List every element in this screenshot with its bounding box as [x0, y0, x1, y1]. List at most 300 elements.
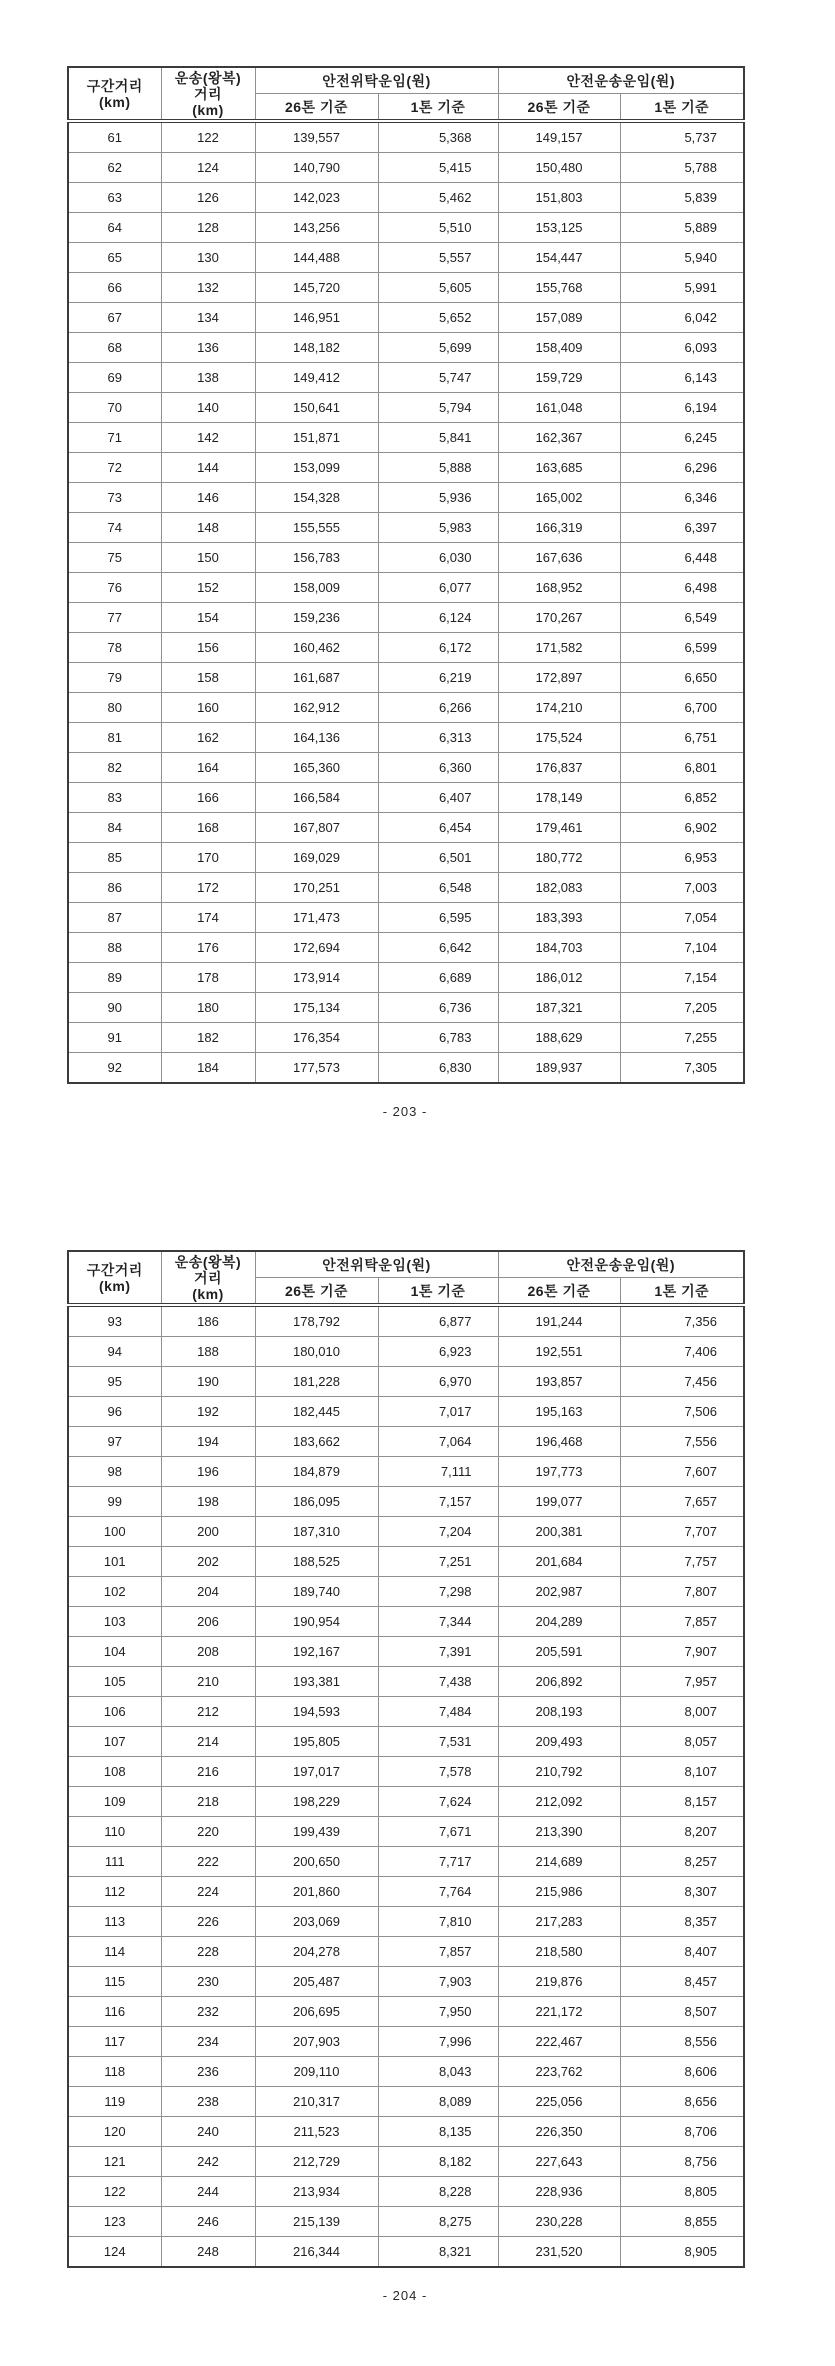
fare-row	[68, 1305, 744, 1337]
header-consign-1ton: 1톤 기준	[378, 94, 498, 122]
fare-row	[68, 1023, 744, 1053]
cell-transport-fare-26t: 210,792	[498, 1757, 620, 1787]
cell-section-distance: 72	[68, 453, 161, 483]
cell-consign-fare-26t: 212,729	[255, 2147, 378, 2177]
fare-row	[68, 243, 744, 273]
cell-consign-fare-26t: 148,182	[255, 333, 378, 363]
cell-roundtrip-distance: 164	[161, 753, 255, 783]
cell-consign-fare-1t: 6,830	[378, 1053, 498, 1084]
cell-consign-fare-1t: 7,810	[378, 1907, 498, 1937]
fare-row	[68, 1757, 744, 1787]
fare-row	[68, 121, 744, 153]
cell-section-distance: 69	[68, 363, 161, 393]
cell-consign-fare-26t: 149,412	[255, 363, 378, 393]
cell-consign-fare-1t: 6,595	[378, 903, 498, 933]
cell-consign-fare-1t: 6,642	[378, 933, 498, 963]
cell-roundtrip-distance: 200	[161, 1517, 255, 1547]
cell-consign-fare-26t: 145,720	[255, 273, 378, 303]
cell-roundtrip-distance: 224	[161, 1877, 255, 1907]
fare-row	[68, 1727, 744, 1757]
cell-consign-fare-26t: 195,805	[255, 1727, 378, 1757]
fare-row	[68, 183, 744, 213]
cell-consign-fare-1t: 8,182	[378, 2147, 498, 2177]
fare-row	[68, 1607, 744, 1637]
cell-transport-fare-1t: 5,737	[620, 121, 744, 153]
cell-transport-fare-26t: 151,803	[498, 183, 620, 213]
cell-roundtrip-distance: 132	[161, 273, 255, 303]
cell-transport-fare-26t: 158,409	[498, 333, 620, 363]
cell-section-distance: 110	[68, 1817, 161, 1847]
cell-transport-fare-1t: 6,093	[620, 333, 744, 363]
cell-transport-fare-26t: 191,244	[498, 1305, 620, 1337]
cell-transport-fare-26t: 157,089	[498, 303, 620, 333]
cell-consign-fare-1t: 5,794	[378, 393, 498, 423]
cell-consign-fare-1t: 6,360	[378, 753, 498, 783]
cell-transport-fare-1t: 8,357	[620, 1907, 744, 1937]
fare-row	[68, 993, 744, 1023]
cell-transport-fare-26t: 208,193	[498, 1697, 620, 1727]
cell-transport-fare-26t: 162,367	[498, 423, 620, 453]
fare-row	[68, 513, 744, 543]
cell-transport-fare-26t: 217,283	[498, 1907, 620, 1937]
cell-transport-fare-26t: 230,228	[498, 2207, 620, 2237]
cell-consign-fare-1t: 7,204	[378, 1517, 498, 1547]
cell-transport-fare-1t: 8,656	[620, 2087, 744, 2117]
cell-section-distance: 61	[68, 121, 161, 153]
cell-consign-fare-26t: 165,360	[255, 753, 378, 783]
cell-consign-fare-26t: 172,694	[255, 933, 378, 963]
cell-transport-fare-1t: 6,650	[620, 663, 744, 693]
cell-transport-fare-1t: 8,407	[620, 1937, 744, 1967]
header-roundtrip-distance	[161, 1251, 255, 1305]
cell-transport-fare-1t: 7,456	[620, 1367, 744, 1397]
cell-consign-fare-1t: 8,135	[378, 2117, 498, 2147]
cell-transport-fare-1t: 8,107	[620, 1757, 744, 1787]
cell-transport-fare-1t: 6,042	[620, 303, 744, 333]
header-roundtrip-line2: 거리	[193, 1269, 223, 1286]
cell-transport-fare-1t: 8,157	[620, 1787, 744, 1817]
cell-consign-fare-26t: 186,095	[255, 1487, 378, 1517]
header-consign-fare-group: 안전위탁운임(원)	[255, 1251, 498, 1278]
cell-section-distance: 122	[68, 2177, 161, 2207]
header-roundtrip-line1: 운송(왕복)	[174, 69, 242, 86]
cell-transport-fare-1t: 7,356	[620, 1305, 744, 1337]
cell-consign-fare-26t: 211,523	[255, 2117, 378, 2147]
cell-roundtrip-distance: 150	[161, 543, 255, 573]
cell-consign-fare-1t: 6,172	[378, 633, 498, 663]
cell-transport-fare-26t: 221,172	[498, 1997, 620, 2027]
cell-consign-fare-26t: 169,029	[255, 843, 378, 873]
cell-consign-fare-1t: 7,857	[378, 1937, 498, 1967]
cell-consign-fare-1t: 7,438	[378, 1667, 498, 1697]
cell-section-distance: 106	[68, 1697, 161, 1727]
header-transport-fare-group: 안전운송운임(원)	[498, 67, 744, 94]
cell-transport-fare-26t: 149,157	[498, 121, 620, 153]
fare-row	[68, 1427, 744, 1457]
cell-transport-fare-26t: 200,381	[498, 1517, 620, 1547]
fare-row	[68, 333, 744, 363]
cell-consign-fare-26t: 155,555	[255, 513, 378, 543]
cell-roundtrip-distance: 184	[161, 1053, 255, 1084]
cell-roundtrip-distance: 198	[161, 1487, 255, 1517]
fare-row	[68, 483, 744, 513]
cell-transport-fare-1t: 7,857	[620, 1607, 744, 1637]
cell-consign-fare-26t: 215,139	[255, 2207, 378, 2237]
cell-consign-fare-26t: 180,010	[255, 1337, 378, 1367]
cell-consign-fare-1t: 6,266	[378, 693, 498, 723]
cell-consign-fare-26t: 161,687	[255, 663, 378, 693]
cell-consign-fare-26t: 171,473	[255, 903, 378, 933]
cell-transport-fare-1t: 6,902	[620, 813, 744, 843]
fare-row	[68, 1667, 744, 1697]
fare-row	[68, 933, 744, 963]
fare-row	[68, 2057, 744, 2087]
fare-row	[68, 1367, 744, 1397]
cell-transport-fare-26t: 205,591	[498, 1637, 620, 1667]
cell-transport-fare-26t: 166,319	[498, 513, 620, 543]
cell-consign-fare-1t: 8,043	[378, 2057, 498, 2087]
cell-section-distance: 74	[68, 513, 161, 543]
fare-row	[68, 1547, 744, 1577]
fare-row	[68, 2027, 744, 2057]
cell-consign-fare-26t: 183,662	[255, 1427, 378, 1457]
cell-transport-fare-26t: 178,149	[498, 783, 620, 813]
header-roundtrip-unit: (km)	[192, 101, 224, 118]
cell-transport-fare-1t: 7,657	[620, 1487, 744, 1517]
cell-consign-fare-26t: 150,641	[255, 393, 378, 423]
cell-roundtrip-distance: 186	[161, 1305, 255, 1337]
cell-consign-fare-26t: 190,954	[255, 1607, 378, 1637]
cell-roundtrip-distance: 128	[161, 213, 255, 243]
cell-section-distance: 103	[68, 1607, 161, 1637]
page-number-204: - 204 -	[382, 2288, 428, 2303]
cell-section-distance: 113	[68, 1907, 161, 1937]
fare-row	[68, 273, 744, 303]
cell-roundtrip-distance: 156	[161, 633, 255, 663]
fare-row	[68, 903, 744, 933]
cell-transport-fare-26t: 196,468	[498, 1427, 620, 1457]
fare-row	[68, 393, 744, 423]
fare-row	[68, 1337, 744, 1367]
cell-section-distance: 88	[68, 933, 161, 963]
cell-roundtrip-distance: 170	[161, 843, 255, 873]
cell-roundtrip-distance: 220	[161, 1817, 255, 1847]
fare-row	[68, 453, 744, 483]
cell-section-distance: 86	[68, 873, 161, 903]
cell-section-distance: 79	[68, 663, 161, 693]
cell-roundtrip-distance: 214	[161, 1727, 255, 1757]
cell-consign-fare-26t: 170,251	[255, 873, 378, 903]
cell-section-distance: 89	[68, 963, 161, 993]
cell-transport-fare-1t: 5,839	[620, 183, 744, 213]
cell-consign-fare-1t: 8,089	[378, 2087, 498, 2117]
cell-roundtrip-distance: 182	[161, 1023, 255, 1053]
cell-consign-fare-1t: 8,275	[378, 2207, 498, 2237]
cell-transport-fare-26t: 176,837	[498, 753, 620, 783]
cell-transport-fare-26t: 215,986	[498, 1877, 620, 1907]
cell-transport-fare-1t: 6,751	[620, 723, 744, 753]
cell-consign-fare-26t: 199,439	[255, 1817, 378, 1847]
fare-row	[68, 1457, 744, 1487]
cell-transport-fare-26t: 161,048	[498, 393, 620, 423]
cell-section-distance: 104	[68, 1637, 161, 1667]
fare-row	[68, 2207, 744, 2237]
cell-transport-fare-26t: 186,012	[498, 963, 620, 993]
cell-consign-fare-26t: 206,695	[255, 1997, 378, 2027]
cell-transport-fare-1t: 8,756	[620, 2147, 744, 2177]
cell-roundtrip-distance: 188	[161, 1337, 255, 1367]
cell-transport-fare-26t: 180,772	[498, 843, 620, 873]
cell-section-distance: 67	[68, 303, 161, 333]
cell-section-distance: 105	[68, 1667, 161, 1697]
cell-transport-fare-26t: 172,897	[498, 663, 620, 693]
table-body	[68, 1305, 744, 2267]
cell-consign-fare-1t: 8,228	[378, 2177, 498, 2207]
cell-section-distance: 80	[68, 693, 161, 723]
cell-transport-fare-26t: 187,321	[498, 993, 620, 1023]
page-section-203	[67, 66, 743, 1084]
fare-row	[68, 663, 744, 693]
cell-transport-fare-26t: 150,480	[498, 153, 620, 183]
header-transport-1ton: 1톤 기준	[620, 1278, 744, 1306]
cell-transport-fare-1t: 5,940	[620, 243, 744, 273]
cell-section-distance: 64	[68, 213, 161, 243]
cell-transport-fare-1t: 7,607	[620, 1457, 744, 1487]
fare-row	[68, 573, 744, 603]
fare-row	[68, 963, 744, 993]
cell-transport-fare-1t: 8,556	[620, 2027, 744, 2057]
cell-section-distance: 101	[68, 1547, 161, 1577]
fare-row	[68, 1967, 744, 1997]
cell-roundtrip-distance: 148	[161, 513, 255, 543]
cell-section-distance: 119	[68, 2087, 161, 2117]
cell-transport-fare-26t: 163,685	[498, 453, 620, 483]
cell-section-distance: 62	[68, 153, 161, 183]
header-transport-1ton: 1톤 기준	[620, 94, 744, 122]
cell-transport-fare-26t: 204,289	[498, 1607, 620, 1637]
cell-roundtrip-distance: 238	[161, 2087, 255, 2117]
cell-transport-fare-26t: 171,582	[498, 633, 620, 663]
fare-row	[68, 1637, 744, 1667]
cell-consign-fare-26t: 166,584	[255, 783, 378, 813]
cell-section-distance: 111	[68, 1847, 161, 1877]
cell-consign-fare-1t: 6,313	[378, 723, 498, 753]
cell-transport-fare-1t: 7,957	[620, 1667, 744, 1697]
cell-transport-fare-1t: 6,953	[620, 843, 744, 873]
fare-row	[68, 873, 744, 903]
cell-transport-fare-26t: 226,350	[498, 2117, 620, 2147]
cell-roundtrip-distance: 196	[161, 1457, 255, 1487]
cell-transport-fare-1t: 8,007	[620, 1697, 744, 1727]
fare-row	[68, 813, 744, 843]
cell-section-distance: 81	[68, 723, 161, 753]
cell-roundtrip-distance: 234	[161, 2027, 255, 2057]
cell-consign-fare-1t: 7,578	[378, 1757, 498, 1787]
cell-consign-fare-26t: 173,914	[255, 963, 378, 993]
cell-consign-fare-1t: 7,996	[378, 2027, 498, 2057]
fare-row	[68, 2237, 744, 2268]
cell-roundtrip-distance: 222	[161, 1847, 255, 1877]
cell-roundtrip-distance: 206	[161, 1607, 255, 1637]
cell-section-distance: 98	[68, 1457, 161, 1487]
cell-section-distance: 90	[68, 993, 161, 1023]
cell-roundtrip-distance: 204	[161, 1577, 255, 1607]
fare-row	[68, 633, 744, 663]
cell-consign-fare-1t: 6,219	[378, 663, 498, 693]
cell-roundtrip-distance: 244	[161, 2177, 255, 2207]
cell-transport-fare-1t: 8,057	[620, 1727, 744, 1757]
cell-consign-fare-26t: 200,650	[255, 1847, 378, 1877]
cell-consign-fare-1t: 7,764	[378, 1877, 498, 1907]
cell-transport-fare-1t: 7,154	[620, 963, 744, 993]
cell-consign-fare-1t: 7,531	[378, 1727, 498, 1757]
cell-transport-fare-1t: 7,406	[620, 1337, 744, 1367]
cell-section-distance: 68	[68, 333, 161, 363]
cell-section-distance: 71	[68, 423, 161, 453]
cell-transport-fare-26t: 199,077	[498, 1487, 620, 1517]
cell-consign-fare-26t: 159,236	[255, 603, 378, 633]
fare-row	[68, 1817, 744, 1847]
header-section-distance-title: 구간거리	[86, 77, 143, 94]
cell-consign-fare-1t: 6,923	[378, 1337, 498, 1367]
cell-roundtrip-distance: 236	[161, 2057, 255, 2087]
cell-transport-fare-1t: 7,907	[620, 1637, 744, 1667]
page-section-204	[67, 1250, 743, 2268]
cell-transport-fare-26t: 189,937	[498, 1053, 620, 1084]
cell-roundtrip-distance: 230	[161, 1967, 255, 1997]
cell-roundtrip-distance: 122	[161, 121, 255, 153]
cell-transport-fare-1t: 6,801	[620, 753, 744, 783]
cell-transport-fare-1t: 6,346	[620, 483, 744, 513]
cell-consign-fare-1t: 6,030	[378, 543, 498, 573]
fare-row	[68, 723, 744, 753]
cell-transport-fare-1t: 6,549	[620, 603, 744, 633]
cell-roundtrip-distance: 130	[161, 243, 255, 273]
cell-transport-fare-1t: 8,905	[620, 2237, 744, 2268]
cell-transport-fare-1t: 7,003	[620, 873, 744, 903]
fare-row	[68, 603, 744, 633]
fare-row	[68, 2087, 744, 2117]
cell-consign-fare-26t: 142,023	[255, 183, 378, 213]
cell-section-distance: 70	[68, 393, 161, 423]
cell-transport-fare-26t: 201,684	[498, 1547, 620, 1577]
cell-transport-fare-1t: 6,143	[620, 363, 744, 393]
safe-freight-fare-table-1	[67, 66, 745, 1084]
cell-consign-fare-1t: 7,903	[378, 1967, 498, 1997]
cell-consign-fare-1t: 7,111	[378, 1457, 498, 1487]
fare-row	[68, 1053, 744, 1084]
cell-section-distance: 107	[68, 1727, 161, 1757]
header-section-distance-unit: (km)	[98, 1277, 131, 1294]
cell-section-distance: 102	[68, 1577, 161, 1607]
cell-consign-fare-1t: 5,368	[378, 121, 498, 153]
cell-transport-fare-1t: 5,788	[620, 153, 744, 183]
cell-consign-fare-26t: 160,462	[255, 633, 378, 663]
cell-section-distance: 91	[68, 1023, 161, 1053]
fare-row	[68, 693, 744, 723]
cell-transport-fare-1t: 8,855	[620, 2207, 744, 2237]
table-header	[68, 67, 744, 121]
cell-section-distance: 121	[68, 2147, 161, 2177]
cell-consign-fare-26t: 162,912	[255, 693, 378, 723]
fare-row	[68, 843, 744, 873]
cell-transport-fare-1t: 8,457	[620, 1967, 744, 1997]
cell-consign-fare-1t: 7,391	[378, 1637, 498, 1667]
cell-section-distance: 109	[68, 1787, 161, 1817]
cell-consign-fare-1t: 5,888	[378, 453, 498, 483]
cell-section-distance: 73	[68, 483, 161, 513]
cell-roundtrip-distance: 166	[161, 783, 255, 813]
fare-row	[68, 753, 744, 783]
cell-transport-fare-1t: 6,599	[620, 633, 744, 663]
cell-transport-fare-1t: 7,506	[620, 1397, 744, 1427]
cell-consign-fare-1t: 6,501	[378, 843, 498, 873]
cell-section-distance: 92	[68, 1053, 161, 1084]
cell-section-distance: 108	[68, 1757, 161, 1787]
fare-row	[68, 1787, 744, 1817]
cell-consign-fare-1t: 5,557	[378, 243, 498, 273]
cell-consign-fare-26t: 207,903	[255, 2027, 378, 2057]
cell-consign-fare-26t: 205,487	[255, 1967, 378, 1997]
cell-section-distance: 63	[68, 183, 161, 213]
fare-row	[68, 1697, 744, 1727]
cell-section-distance: 82	[68, 753, 161, 783]
fare-row	[68, 213, 744, 243]
cell-transport-fare-1t: 8,207	[620, 1817, 744, 1847]
header-consign-26ton: 26톤 기준	[255, 1278, 378, 1306]
cell-section-distance: 83	[68, 783, 161, 813]
cell-roundtrip-distance: 180	[161, 993, 255, 1023]
cell-roundtrip-distance: 216	[161, 1757, 255, 1787]
cell-roundtrip-distance: 208	[161, 1637, 255, 1667]
cell-transport-fare-26t: 202,987	[498, 1577, 620, 1607]
header-roundtrip-line2: 거리	[193, 85, 223, 102]
safe-freight-fare-table-2	[67, 1250, 745, 2268]
cell-consign-fare-26t: 210,317	[255, 2087, 378, 2117]
header-roundtrip-distance	[161, 67, 255, 121]
cell-consign-fare-26t: 175,134	[255, 993, 378, 1023]
fare-row	[68, 1517, 744, 1547]
cell-transport-fare-1t: 6,296	[620, 453, 744, 483]
cell-transport-fare-26t: 206,892	[498, 1667, 620, 1697]
header-section-distance	[68, 1251, 161, 1305]
cell-section-distance: 115	[68, 1967, 161, 1997]
cell-transport-fare-26t: 153,125	[498, 213, 620, 243]
cell-transport-fare-1t: 5,991	[620, 273, 744, 303]
cell-section-distance: 66	[68, 273, 161, 303]
cell-transport-fare-1t: 7,054	[620, 903, 744, 933]
cell-consign-fare-1t: 6,970	[378, 1367, 498, 1397]
cell-transport-fare-1t: 7,707	[620, 1517, 744, 1547]
cell-transport-fare-26t: 170,267	[498, 603, 620, 633]
cell-roundtrip-distance: 162	[161, 723, 255, 753]
cell-consign-fare-26t: 146,951	[255, 303, 378, 333]
cell-transport-fare-26t: 213,390	[498, 1817, 620, 1847]
cell-transport-fare-26t: 231,520	[498, 2237, 620, 2268]
cell-consign-fare-1t: 7,344	[378, 1607, 498, 1637]
fare-row	[68, 543, 744, 573]
cell-consign-fare-1t: 5,415	[378, 153, 498, 183]
cell-roundtrip-distance: 126	[161, 183, 255, 213]
cell-roundtrip-distance: 138	[161, 363, 255, 393]
cell-transport-fare-26t: 222,467	[498, 2027, 620, 2057]
cell-section-distance: 118	[68, 2057, 161, 2087]
cell-consign-fare-26t: 164,136	[255, 723, 378, 753]
cell-roundtrip-distance: 134	[161, 303, 255, 333]
cell-consign-fare-1t: 5,605	[378, 273, 498, 303]
cell-consign-fare-1t: 6,124	[378, 603, 498, 633]
cell-consign-fare-26t: 176,354	[255, 1023, 378, 1053]
